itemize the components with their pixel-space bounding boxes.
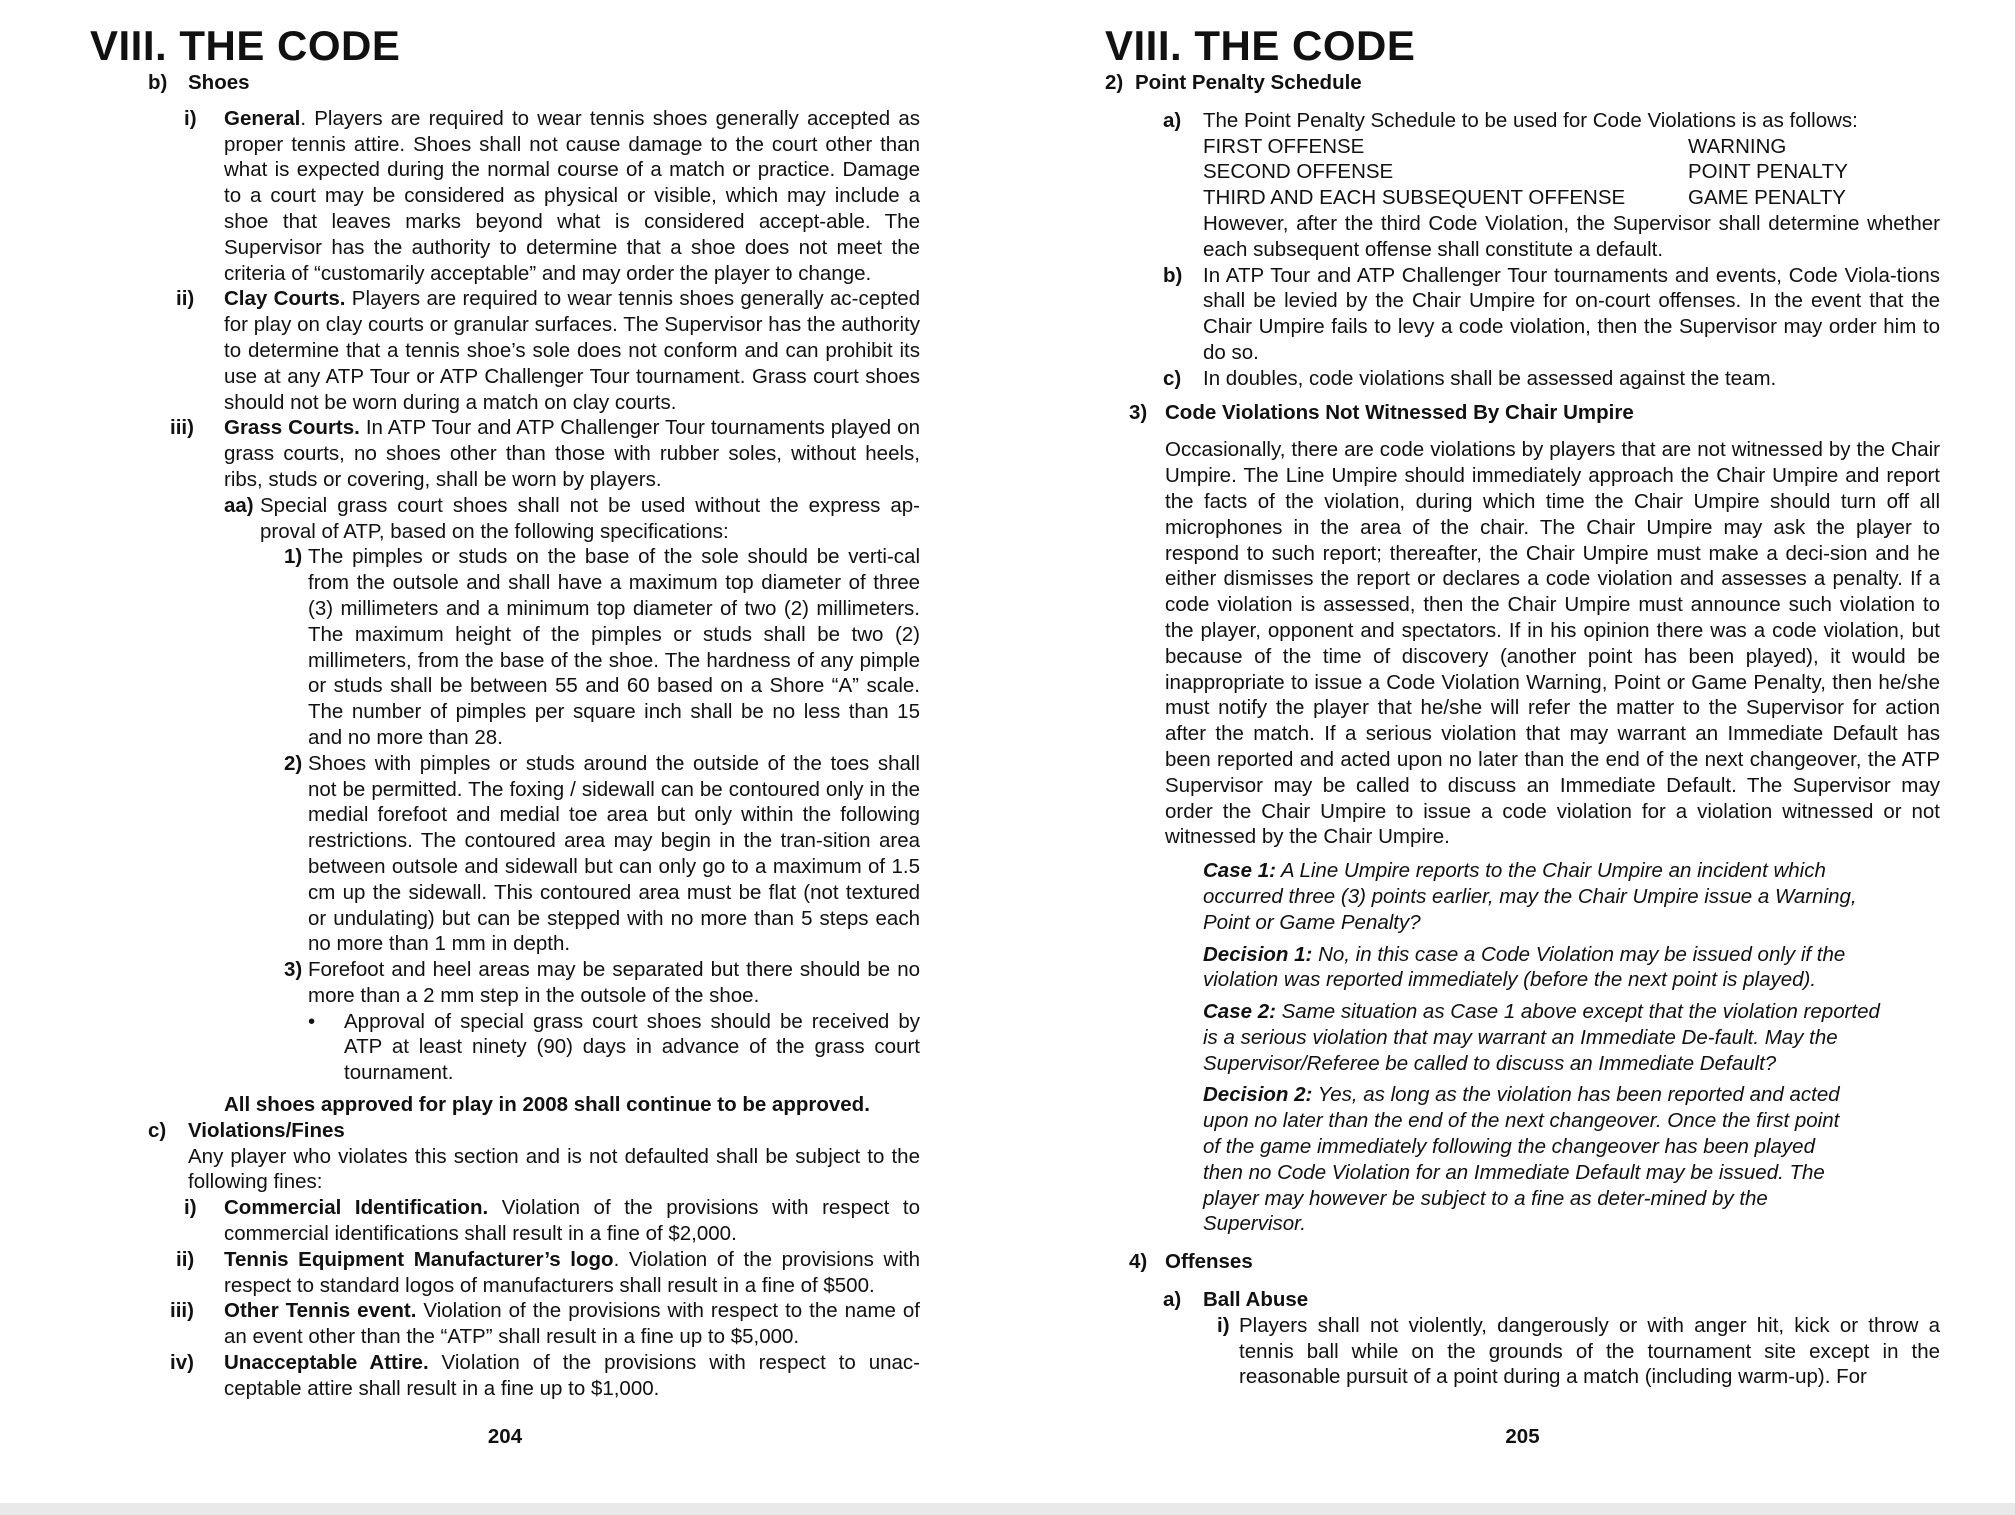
case-label: Case 1: bbox=[1203, 859, 1276, 883]
item-label: 3) bbox=[284, 958, 303, 982]
item-text: Forefoot and heel areas may be separated but there should be no more than a 2 mm step in the outsole of the shoe. bbox=[308, 958, 920, 1007]
item-label: a) bbox=[1163, 1288, 1182, 1312]
item-heading: Other Tennis event. bbox=[224, 1299, 417, 1323]
section-c-violations bbox=[90, 1118, 920, 1144]
item-text: Players shall not violently, dangerously or with anger hit, kick or throw a tennis ball while on the grounds of the tournament site except in the reasonable pursuit of a point during a match (including warm-up). For bbox=[1239, 1313, 1940, 1389]
section-4-offenses bbox=[1105, 1249, 1940, 1275]
decision-label: Decision 2: bbox=[1203, 1083, 1313, 1107]
item-text: . Violation of the provisions with respect to standard logos of manufacturers shall result in a fine of $500. bbox=[224, 1247, 921, 1297]
ball-abuse-i bbox=[1105, 1313, 1940, 1390]
case-label: Case 2: bbox=[1203, 1000, 1276, 1024]
left-page-content bbox=[90, 70, 920, 1402]
item-label: 1) bbox=[284, 545, 303, 569]
item-label: i) bbox=[184, 1196, 197, 1220]
decision-text: No, in this case a Code Violation may be issued only if the violation was reported immediately (before the next point is played). bbox=[1203, 942, 1846, 992]
bullet-icon: • bbox=[308, 1009, 316, 1033]
schedule-offense: THIRD AND EACH SUBSEQUENT OFFENSE bbox=[1203, 186, 1626, 210]
approved-note: All shoes approved for play in 2008 shall continue to be approved. bbox=[224, 1093, 870, 1117]
schedule-offense: SECOND OFFENSE bbox=[1203, 160, 1394, 184]
case-1 bbox=[1105, 858, 1940, 935]
item-text: Violation of the provisions with respect to commercial identifications shall result in a fine of $2,000. bbox=[224, 1196, 920, 1246]
section-heading: Violations/Fines bbox=[188, 1118, 345, 1142]
case-text: Same situation as Case 1 above except that the violation reported is a serious violation that may warrant an Immediate De-fault. May the Supervisor/Referee be called to discuss an Immediate Default? bbox=[1203, 1000, 1880, 1075]
fine-unacceptable-attire bbox=[90, 1350, 920, 1402]
case-2 bbox=[1105, 999, 1940, 1076]
offense-ball-abuse bbox=[1105, 1287, 1940, 1313]
schedule-row bbox=[1203, 159, 1940, 185]
schedule-row bbox=[1203, 134, 1940, 160]
item-text: . Players are required to wear tennis shoes generally accepted as proper tennis attire. Shoes shall not cause damage to the court other than what is expected during the normal course of a match or practice. Damage to a court may be considered as physical or visible, which may include a shoe that leaves marks beyond what is considered accept-able. The Supervisor has the authority to determine that a shoe does not meet the criteria of “customarily acceptable” and may order the player to change. bbox=[224, 106, 920, 285]
section-2-point-penalty bbox=[1105, 70, 1940, 96]
shoes-general bbox=[90, 106, 920, 287]
item-text: In ATP Tour and ATP Challenger Tour tournaments and events, Code Viola-tions shall be levied by the Chair Umpire for on-court offenses. In the event that the Chair Umpire fails to levy a code violation, then the Supervisor may order him to do so. bbox=[1203, 263, 1940, 364]
shoes-clay-courts bbox=[90, 286, 920, 415]
item-text: In doubles, code violations shall be assessed against the team. bbox=[1203, 366, 1777, 390]
item-heading: Tennis Equipment Manufacturer’s logo bbox=[224, 1247, 614, 1271]
page-number: 205 bbox=[1505, 1425, 1540, 1448]
schedule-offense: FIRST OFFENSE bbox=[1203, 134, 1365, 158]
decision-2 bbox=[1105, 1082, 1940, 1237]
case-text: A Line Umpire reports to the Chair Umpire an incident which occurred three (3) points earlier, may the Chair Umpire issue a Warning, Point or Game Penalty? bbox=[1203, 859, 1857, 934]
schedule-penalty: GAME PENALTY bbox=[1688, 186, 1846, 210]
section-heading: Shoes bbox=[188, 71, 250, 94]
grass-special-shoes bbox=[90, 493, 920, 545]
fine-manufacturer-logo bbox=[90, 1247, 920, 1299]
section-label: 4) bbox=[1129, 1250, 1148, 1274]
item-heading: Clay Courts. bbox=[224, 287, 346, 311]
item-heading: General bbox=[224, 106, 301, 130]
fine-other-event bbox=[90, 1298, 920, 1350]
item-heading: Unacceptable Attire. bbox=[224, 1351, 429, 1375]
penalty-item-b bbox=[1105, 263, 1940, 366]
spec-2-toes bbox=[90, 751, 920, 957]
item-text: Approval of special grass court shoes should be received by ATP at least ninety (90) days in advance of the grass court tournament. bbox=[344, 1009, 920, 1085]
item-label: aa) bbox=[224, 493, 254, 517]
item-text: Violation of the provisions with respect to the name of an event other than the “ATP” shall result in a fine up to $5,000. bbox=[224, 1299, 920, 1349]
decision-1 bbox=[1105, 942, 1940, 994]
item-text: Players are required to wear tennis shoes generally ac-cepted for play on clay courts or granular surfaces. The Supervisor has the authority to determine that a tennis shoe’s sole does not conform and can prohibit its use at any ATP Tour or ATP Challenger Tour tournament. Grass court shoes should not be worn during a match on clay courts. bbox=[224, 287, 920, 414]
shoes-grass-courts bbox=[90, 415, 920, 492]
item-label: b) bbox=[1163, 263, 1183, 287]
section-c-text: Any player who violates this section and is not defaulted shall be subject to the following fines: bbox=[188, 1144, 920, 1194]
schedule-row bbox=[1203, 185, 1940, 211]
item-heading: Ball Abuse bbox=[1203, 1288, 1309, 1312]
decision-label: Decision 1: bbox=[1203, 942, 1313, 966]
item-label: c) bbox=[1163, 366, 1182, 390]
item-text: Shoes with pimples or studs around the outside of the toes shall not be permitted. The foxing / sidewall can be contoured only in the medial forefoot and medial toe area but only within the following restrictions. The contoured area may begin in the tran-sition area between outsole and sidewall but can only go to a maximum of 1.5 cm up the sidewall. This contoured area must be flat (not textured or undulating) but can be stepped with no more than 5 steps each no more than 1 mm in depth. bbox=[308, 751, 920, 956]
penalty-item-a bbox=[1105, 108, 1940, 263]
penalty-item-c bbox=[1105, 366, 1940, 392]
fine-commercial bbox=[90, 1195, 920, 1247]
page-title: VIII. THE CODE bbox=[1105, 22, 1416, 69]
item-text: However, after the third Code Violation, the Supervisor shall determine whether each subsequent offense shall constitute a default. bbox=[1203, 211, 1940, 261]
item-text: Violation of the provisions with respect to unac-ceptable attire shall result in a fine up to $1,000. bbox=[224, 1351, 921, 1400]
item-text: The Point Penalty Schedule to be used for Code Violations is as follows: bbox=[1203, 108, 1858, 132]
section-b-shoes bbox=[90, 70, 920, 96]
item-label: ii) bbox=[176, 1247, 195, 1271]
section-heading: Code Violations Not Witnessed By Chair Umpire bbox=[1165, 400, 1634, 424]
item-label: i) bbox=[1217, 1313, 1230, 1337]
item-label: 2) bbox=[284, 751, 303, 775]
item-label: iv) bbox=[170, 1351, 194, 1375]
section-heading: Point Penalty Schedule bbox=[1135, 71, 1362, 94]
schedule-penalty: WARNING bbox=[1688, 134, 1787, 158]
item-text: In ATP Tour and ATP Challenger Tour tournaments played on grass courts, no shoes other than those with rubber soles, without heels, ribs, studs or covering, shall be worn by players. bbox=[224, 416, 920, 491]
section-3-text: Occasionally, there are code violations by players that are not witnessed by the Chair Umpire. The Line Umpire should immediately approach the Chair Umpire and report the facts of the violation, during which time the Chair Umpire should turn off all microphones in the area of the chair. The Chair Umpire may ask the player to respond to such report; thereafter, the Chair Umpire must make a deci-sion and he either dismisses the report or declares a code violation and assesses a penalty. If a code violation is assessed, then the Chair Umpire must announce such violation to the player, opponent and spectators. If in his opinion there was a code violation, but because of the time of discovery (another point has been played), it would be inappropriate to issue a Code Violation Warning, Point or Game Penalty, then he/she must notify the player that he/she will refer the matter to the Supervisor for action after the match. If a serious violation that may warrant an Immediate Default has been reported and acted upon no later than the end of the next changeover, the ATP Supervisor may be called to discuss an Immediate Default. The Supervisor may order the Chair Umpire to issue a code violation for a violation witnessed or not witnessed by the Chair Umpire. bbox=[1165, 438, 1940, 849]
section-3-not-witnessed bbox=[1105, 400, 1940, 426]
decision-text: Yes, as long as the violation has been reported and acted upon no later than the end of the next changeover. Once the first point of the game immediately following the changeover has been played then no Code Violation for an Immediate Default may be issued. The player may however be subject to a fine as deter-mined by the Supervisor. bbox=[1203, 1083, 1840, 1236]
item-label: i) bbox=[184, 106, 197, 130]
item-text: The pimples or studs on the base of the sole should be verti-cal from the outsole and shall have a maximum top diameter of three (3) millimeters and a minimum top diameter of two (2) millimeters. The maximum height of the pimples or studs shall be two (2) millimeters, from the base of the shoe. The hardness of any pimple or studs shall be between 55 and 60 based on a Shore “A” scale. The number of pimples per square inch shall be no less than 15 and no more than 28. bbox=[308, 545, 920, 749]
item-heading: Commercial Identification. bbox=[224, 1196, 489, 1220]
item-label: iii) bbox=[170, 416, 194, 440]
schedule-penalty: POINT PENALTY bbox=[1688, 160, 1848, 184]
right-page-content bbox=[1105, 70, 1940, 1390]
item-label: ii) bbox=[176, 287, 195, 311]
item-heading: Grass Courts. bbox=[224, 416, 360, 440]
right-page bbox=[1105, 0, 1940, 1480]
page-bottom-edge bbox=[0, 1503, 2015, 1515]
left-page bbox=[90, 0, 920, 1480]
item-label: a) bbox=[1163, 108, 1182, 132]
spec-1-pimples bbox=[90, 544, 920, 750]
page-title: VIII. THE CODE bbox=[90, 22, 401, 69]
section-label: 2) bbox=[1105, 71, 1124, 94]
item-label: iii) bbox=[170, 1299, 194, 1323]
section-label: c) bbox=[148, 1118, 167, 1142]
section-label: b) bbox=[148, 71, 168, 94]
section-label: 3) bbox=[1129, 400, 1148, 424]
spec-3-forefoot bbox=[90, 957, 920, 1009]
page-number: 204 bbox=[487, 1425, 523, 1448]
section-heading: Offenses bbox=[1165, 1250, 1253, 1274]
item-text: Special grass court shoes shall not be used without the express ap-proval of ATP, based on the following specifications: bbox=[260, 493, 920, 543]
approval-bullet bbox=[90, 1009, 920, 1086]
